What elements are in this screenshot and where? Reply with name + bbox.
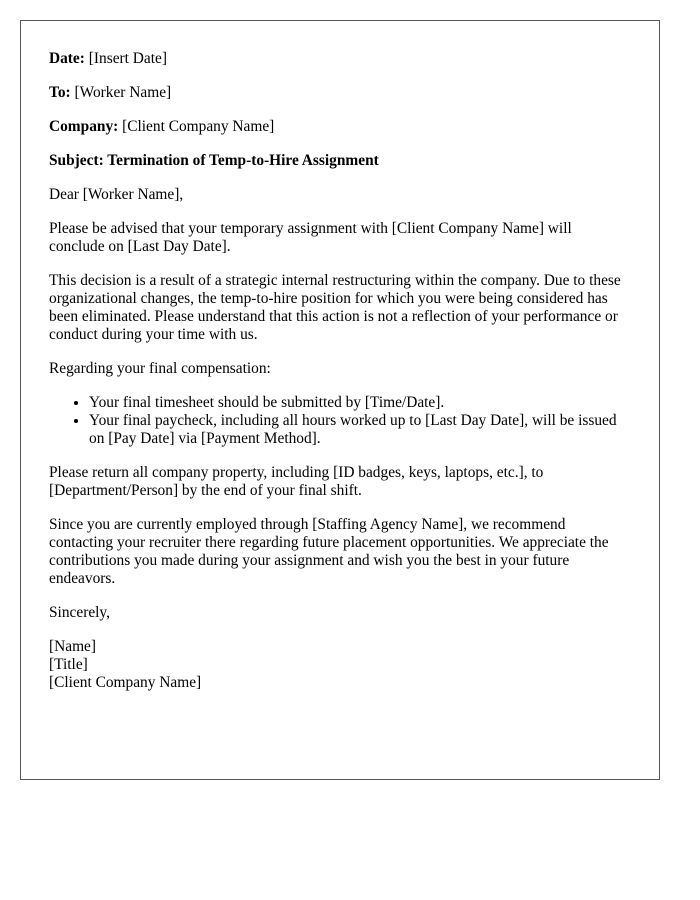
subject-text: Subject: Termination of Temp-to-Hire Assignment (49, 152, 379, 169)
salutation: Dear [Worker Name], (49, 186, 184, 203)
sign-off: Sincerely, (49, 604, 110, 621)
signer-company: [Client Company Name] (49, 674, 202, 691)
company-line (49, 118, 631, 136)
to-line (49, 84, 631, 102)
signer-title: [Title] (49, 656, 88, 673)
subject-line (49, 152, 631, 170)
date-label: Date: (49, 50, 85, 67)
list-item: • Your final timesheet should be submitted by [Time/Date]. (89, 394, 631, 412)
company-value: [Client Company Name] (118, 118, 275, 135)
signer-name: [Name] (49, 638, 96, 655)
to-label: To: (49, 84, 71, 101)
to-value: [Worker Name] (70, 84, 172, 101)
company-label: Company: (49, 118, 119, 135)
signature-block (49, 638, 631, 692)
paragraph-staffing-agency: Since you are currently employed through [Staffing Agency Name], we recommend contacting your recruiter there regarding future placement opportunities. We appreciate the contributions you made during your assignment and wish you the best in your future endeavors. (49, 516, 609, 587)
paragraph-restructuring: This decision is a result of a strategic internal restructuring within the company. Due to these organizational changes, the temp-to-hire position for which you were being considered has been eliminated. Please understand that this action is not a reflection of your performance or conduct during your time with us. (49, 272, 621, 343)
date-line (49, 50, 631, 68)
compensation-list (49, 394, 631, 448)
list-item: • Your final paycheck, including all hours worked up to [Last Day Date], will be issued on [Pay Date] via [Payment Method]. (89, 412, 631, 448)
paragraph-company-property: Please return all company property, including [ID badges, keys, laptops, etc.], to [Department/Person] by the end of your final shift. (49, 464, 544, 499)
paragraph-assignment-end: Please be advised that your temporary assignment with [Client Company Name] will conclude on [Last Day Date]. (49, 220, 572, 255)
letter (20, 20, 660, 780)
date-value: [Insert Date] (84, 50, 167, 67)
paragraph-compensation-intro: Regarding your final compensation: (49, 360, 271, 377)
